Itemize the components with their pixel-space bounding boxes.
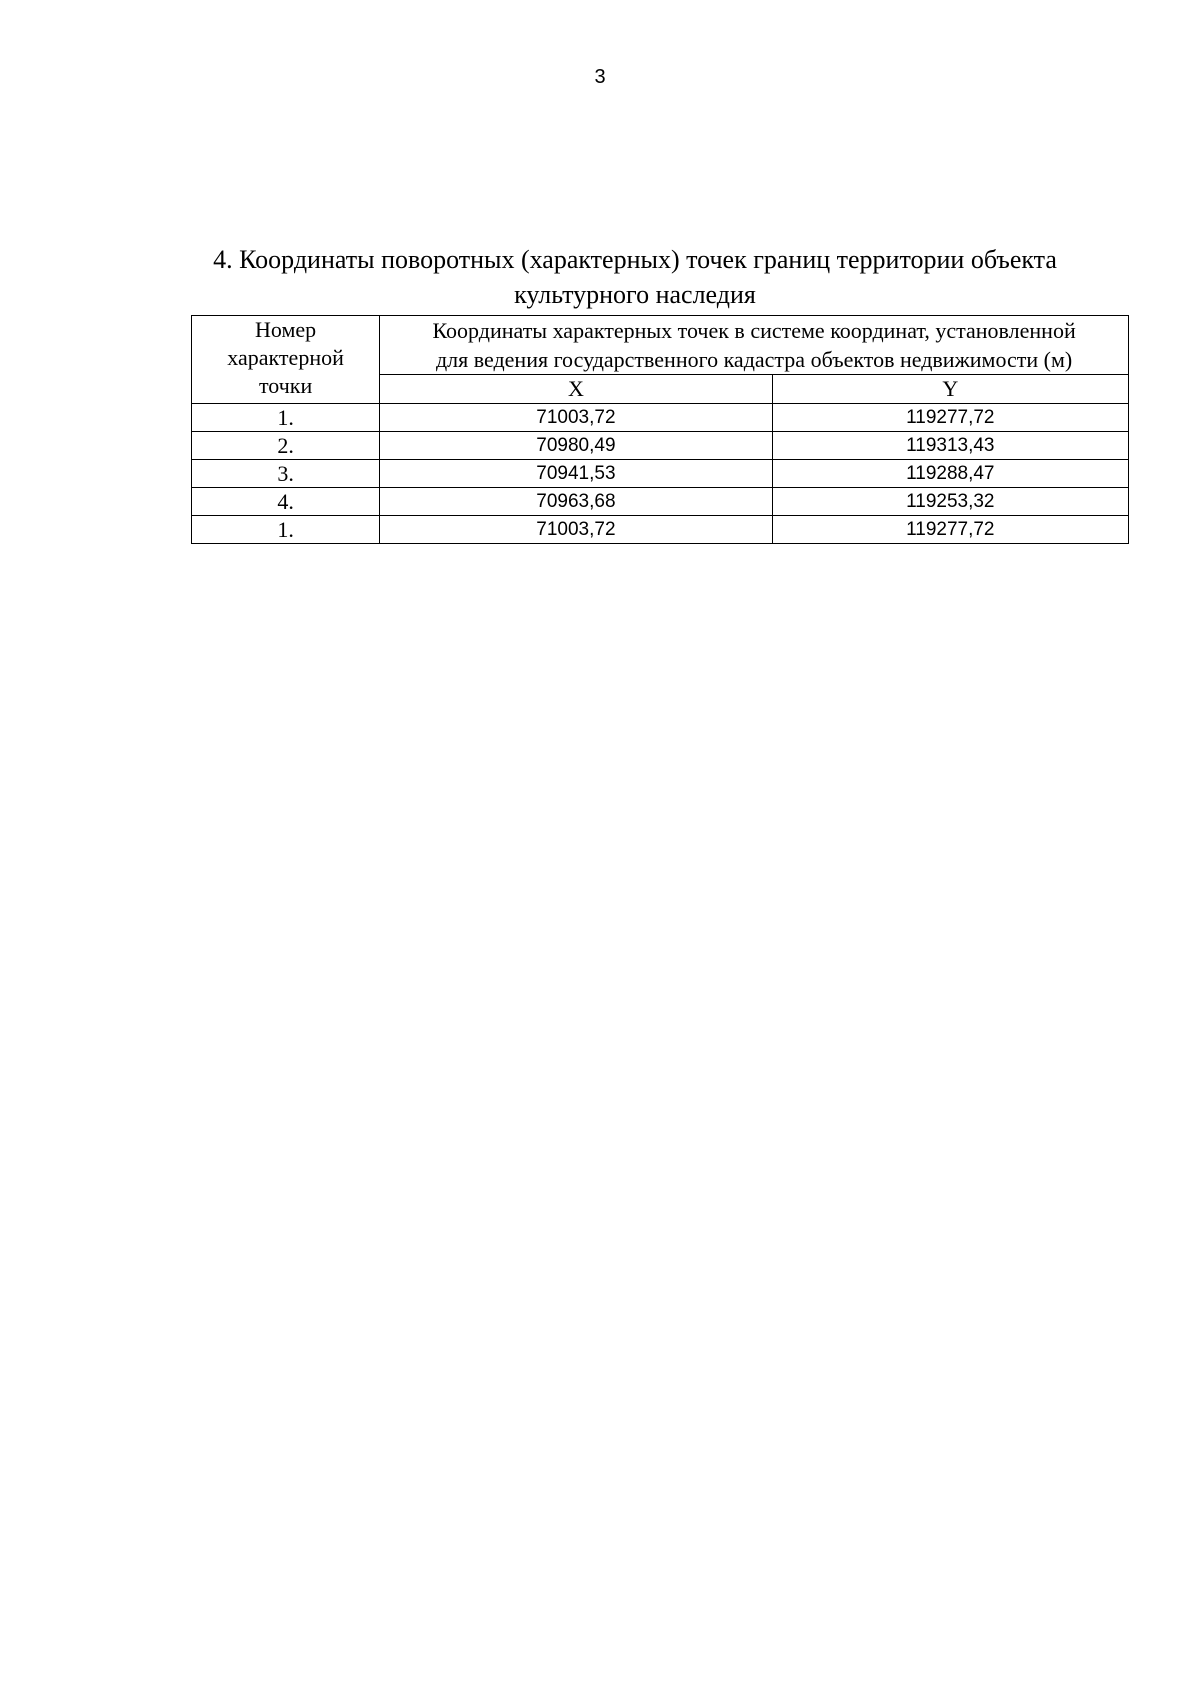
coordinates-header-line-1: Координаты характерных точек в системе координат, установленной [432, 318, 1076, 343]
table-row [192, 488, 1129, 516]
point-number-cell: 1. [192, 404, 380, 432]
y-coordinate-cell: 119288,47 [772, 460, 1128, 488]
coordinates-header-line-2: для ведения государственного кадастра объектов недвижимости (м) [435, 347, 1073, 372]
point-number-header-line-1: Номер [255, 317, 317, 342]
point-number-header [192, 316, 380, 404]
point-number-cell: 2. [192, 432, 380, 460]
point-number-cell: 1. [192, 516, 380, 544]
coordinates-table [191, 315, 1129, 544]
x-coordinate-cell: 71003,72 [380, 404, 772, 432]
y-coordinate-cell: 119313,43 [772, 432, 1128, 460]
y-column-header: Y [772, 375, 1128, 404]
point-number-header-line-2: характерной [227, 345, 344, 370]
table-row [192, 432, 1129, 460]
section-heading [140, 242, 1130, 312]
point-number-header-line-3: точки [258, 373, 313, 398]
x-coordinate-cell: 70963,68 [380, 488, 772, 516]
table-row [192, 460, 1129, 488]
y-coordinate-cell: 119277,72 [772, 404, 1128, 432]
point-number-cell: 3. [192, 460, 380, 488]
x-coordinate-cell: 70980,49 [380, 432, 772, 460]
page-number: 3 [594, 66, 606, 88]
section-heading-line-1: 4. Координаты поворотных (характерных) точек границ территории объекта [213, 245, 1057, 274]
table-row [192, 516, 1129, 544]
y-coordinate-cell: 119253,32 [772, 488, 1128, 516]
section-heading-line-2: культурного наследия [514, 280, 756, 309]
point-number-cell: 4. [192, 488, 380, 516]
table-row [192, 404, 1129, 432]
coordinates-header [380, 316, 1129, 375]
x-coordinate-cell: 71003,72 [380, 516, 772, 544]
x-coordinate-cell: 70941,53 [380, 460, 772, 488]
y-coordinate-cell: 119277,72 [772, 516, 1128, 544]
x-column-header: X [380, 375, 772, 404]
